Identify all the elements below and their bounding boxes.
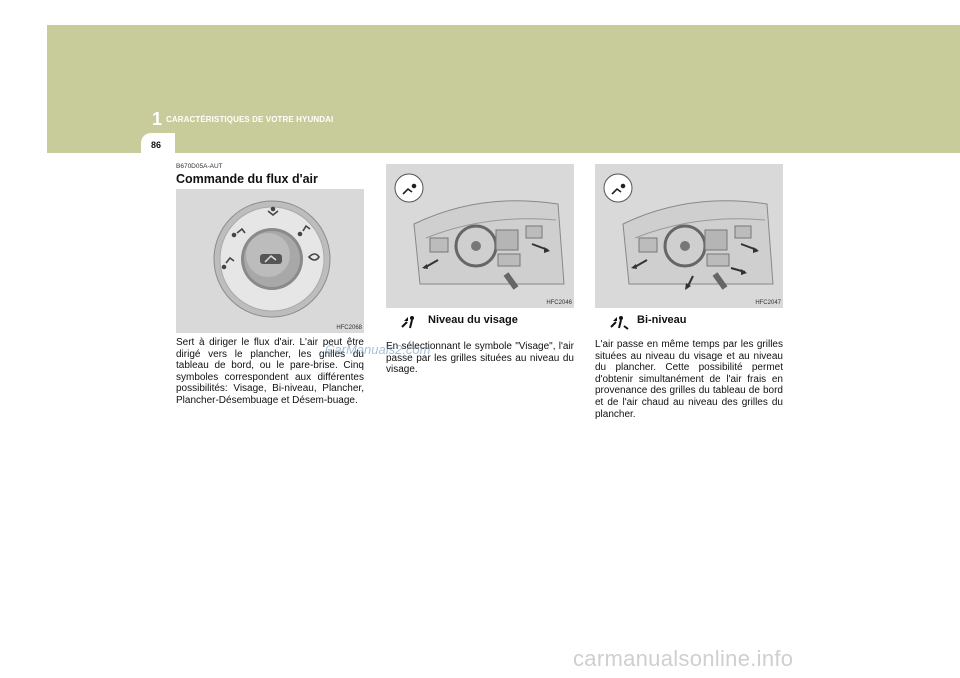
body-text: Sert à diriger le flux d'air. L'air peut être dirigé vers le plancher, les grilles du tableau de bord, ou le pare-brise. Cinq symboles correspondent aux différentes possibilités: Visage, Bi-niveau, Plancher, Plancher-Désembuage et Désem-buage.	[176, 337, 364, 406]
body-text: En sélectionnant le symbole "Visage", l'air passe par les grilles situées au niveau du visage.	[386, 341, 574, 376]
body-text: L'air passe en même temps par les grilles situées au niveau du visage et au niveau du plancher. Cette possibilité permet d'obtenir simultanément de l'air frais en provenance des grilles du tableau de bord et de l'air chaud au niveau des grilles du plancher.	[595, 339, 783, 420]
watermark: CarManuals2.com	[325, 342, 431, 357]
bi-level-vent-icon	[608, 313, 630, 331]
figure-caption: HFC2046	[546, 300, 572, 306]
section-title: Commande du flux d'air	[176, 172, 318, 186]
subsection-title: Bi-niveau	[637, 314, 687, 326]
header-band	[47, 25, 960, 153]
air-flow-knob-figure	[176, 189, 364, 333]
chapter-number: 1	[152, 109, 163, 129]
page-number: 86	[151, 140, 162, 150]
dashboard-illustration	[595, 164, 783, 308]
dashboard-bilevel-figure	[595, 164, 783, 308]
dashboard-illustration	[386, 164, 574, 308]
section-code: B670D05A-AUT	[176, 163, 223, 170]
footer-watermark: carmanualsonline.info	[573, 646, 794, 671]
subsection-title: Niveau du visage	[428, 314, 518, 326]
figure-caption: HFC2068	[336, 325, 362, 331]
dashboard-face-figure	[386, 164, 574, 308]
figure-caption: HFC2047	[755, 300, 781, 306]
face-vent-icon	[399, 313, 417, 331]
chapter-title: CARACTÉRISTIQUES DE VOTRE HYUNDAI	[166, 115, 334, 124]
air-flow-knob-icon	[176, 189, 364, 333]
